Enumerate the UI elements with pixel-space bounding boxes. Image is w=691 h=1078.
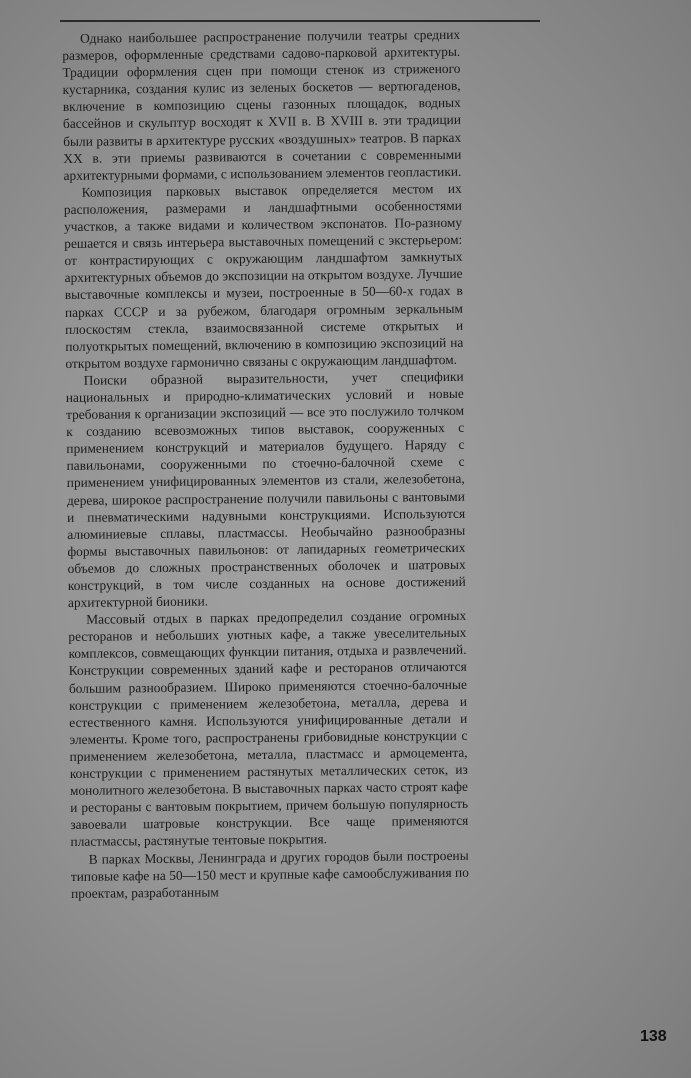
paragraph-2: Композиция парковых выставок определяется местом их расположения, размерами и ландшафтными особенностями участков, а также видами и количеством экспонатов. По-разному решается и связь интерьера выставочных помещений с экстерьером: от контрастирующих с окружающим ландшафтом замкнутых архитектурных объемов до экспозиции на открытом воздухе. Лучшие выставочные комплексы и музеи, построенные в 50—60-х годах в парках СССР и за рубежом, благодаря огромным зеркальным плоскостям стекла, взаимосвязанной системе открытых и полуоткрытых помещений, включению в композицию экспозиций на открытом воздухе гармонично связаны с окружающим ландшафтом. [63, 180, 464, 371]
paragraph-1: Однако наибольшее распространение получили театры средних размеров, оформленные средствами садово-парковой архитектуры. Традиции оформления сцен при помощи стенок из стриженого кустарника, создания кулис из зеленых боскетов — вертюгаденов, включение в композицию сцены газонных площадок, водных бассейнов и скульптур восходят к XVII в. В XVIII в. эти традиции были развиты в архитектуре русских «воздушных» театров. В парках XX в. эти приемы развиваются в сочетании с современными архитектурными формами, с использованием элементов геопластики. [62, 26, 462, 183]
header-rule [60, 20, 540, 22]
page-number: 138 [640, 1028, 667, 1045]
paragraph-5: В парках Москвы, Ленинграда и других городов были построены типовые кафе на 50—150 мест и крупные кафе самообслуживания по проектам, разработанным [70, 847, 469, 901]
paragraph-4: Массовый отдых в парках предопределил создание огромных ресторанов и небольших уютных кафе, а также увеселительных комплексов, совмещающих функции питания, отдыха и развлечений. Конструкции современных зданий кафе и ресторанов отличаются большим разнообразием. Широко применяются стоечно-балочные конструкции с применением железобетона, металла, дерева и естественного камня. Используются унифицированные детали и элементы. Кроме того, распространены грибовидные конструкции с применением железобетона, металла, пластмасс и армоцемента, конструкции с применением растянутых металлических сеток, из монолитного железобетона. В выставочных парках часто строят кафе и рестораны с вантовым покрытием, причем большую популярность завоевали шатровые конструкции. Все чаще применяются пластмассы, растянутые тентовые покрытия. [68, 607, 469, 850]
body-text [62, 26, 469, 902]
paragraph-3: Поиски образной выразительности, учет специфики национальных и природно-климатических условий и новые требования к организации экспозиций — все это послужило толчком к созданию всевозможных типов выставок, сооруженных с применением конструкций и материалов будущего. Наряду с павильонами, сооруженными по стоечно-балочной схеме с применением унифицированных элементов из стали, железобетона, дерева, широкое распространение получили павильоны с вантовыми и пневматическими надувными конструкциями. Используются алюминиевые сплавы, пластмассы. Необычайно разнообразны формы выставочных павильонов: от лапидарных геометрических объемов до сложных пространственных оболочек и шатровых конструкций, в том числе созданных на основе достижений архитектурной бионики. [65, 368, 466, 611]
